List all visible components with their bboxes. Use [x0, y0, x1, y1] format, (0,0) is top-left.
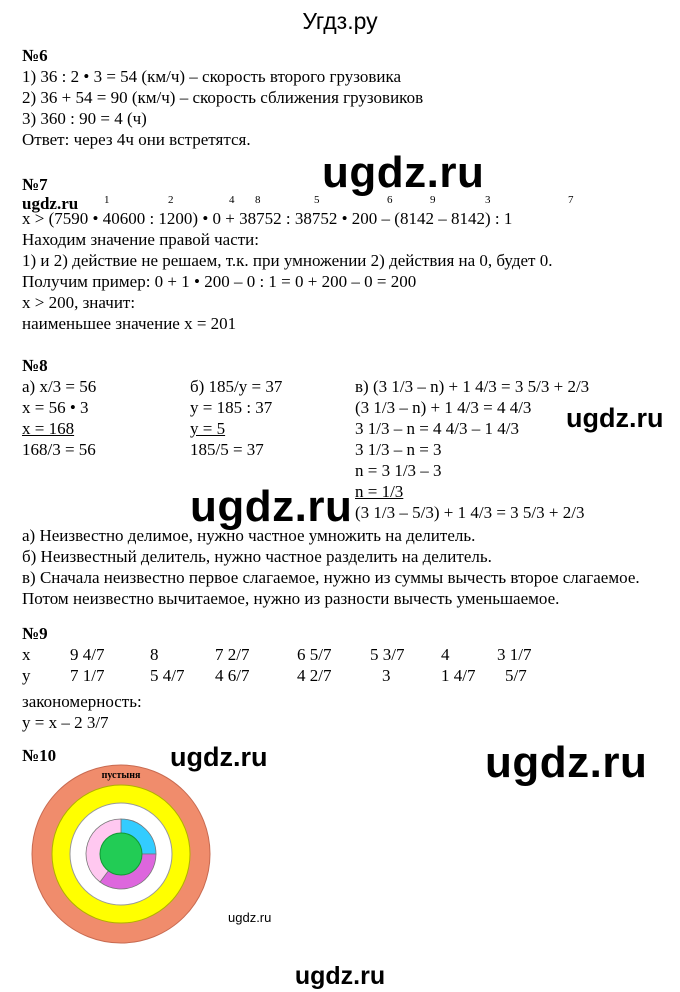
task8a-check: 168/3 = 56: [22, 440, 96, 459]
task9-y-label: y: [22, 666, 31, 685]
action-order-5: 5: [314, 194, 320, 206]
nested-rings-diagram: [30, 763, 212, 945]
task6-line-1: 1) 36 : 2 • 3 = 54 (км/ч) – скорость второго грузовика: [22, 67, 402, 86]
task6-line-2: 2) 36 + 54 = 90 (км/ч) – скорость сближения грузовиков: [22, 88, 424, 107]
center-circle: [100, 833, 142, 875]
task8a-line-2: x = 56 • 3: [22, 398, 89, 417]
task6-line-3: 3) 360 : 90 = 4 (ч): [22, 109, 147, 128]
task9-number: №9: [22, 624, 48, 643]
task8-number: №8: [22, 356, 48, 375]
task7-expression: x > (7590 • 40600 : 1200) • 0 + 38752 : 38752 • 200 – (8142 – 8142) : 1: [22, 209, 513, 228]
task8c-check: (3 1/3 – 5/3) + 1 4/3 = 3 5/3 + 2/3: [355, 503, 585, 522]
task9-y-value: 4 6/7: [215, 666, 250, 685]
task8c-line-1: в) (3 1/3 – n) + 1 4/3 = 3 5/3 + 2/3: [355, 377, 590, 396]
task10-number: №10: [22, 746, 57, 765]
task8-note-c: в) Сначала неизвестно первое слагаемое, нужно из суммы вычесть второе слагаемое.: [22, 568, 640, 587]
watermark: ugdz.ru: [294, 962, 386, 990]
task9-pattern-label: закономерность:: [22, 692, 142, 711]
task8a-result: x = 168: [22, 419, 75, 438]
task7-answer: наименьшее значение x = 201: [22, 314, 237, 333]
task8b-result: y = 5: [190, 419, 226, 438]
task9-x-value: 6 5/7: [297, 645, 332, 664]
task8b-check: 185/5 = 37: [190, 440, 264, 459]
watermark: ugdz.ru: [22, 194, 79, 213]
task9-y-value: 5/7: [505, 666, 527, 685]
task7-line-2: 1) и 2) действие не решаем, т.к. при умножении 2) действия на 0, будет 0.: [22, 251, 553, 270]
task9-x-value: 7 2/7: [215, 645, 250, 664]
task9-y-value: 4 2/7: [297, 666, 332, 685]
task9-pattern-formula: y = x – 2 3/7: [22, 713, 109, 732]
action-order-1: 1: [104, 194, 110, 206]
watermark: ugdz.ru: [566, 403, 664, 433]
task9-x-value: 9 4/7: [70, 645, 105, 664]
task8c-line-2: (3 1/3 – n) + 1 4/3 = 4 4/3: [355, 398, 532, 417]
task9-x-value: 5 3/7: [370, 645, 405, 664]
task9-x-label: x: [22, 645, 31, 664]
task8b-line-1: б) 185/y = 37: [190, 377, 283, 396]
task6-number: №6: [22, 46, 48, 65]
action-order-4: 8: [255, 194, 261, 206]
action-order-2: 2: [168, 194, 174, 206]
task8b-line-2: y = 185 : 37: [190, 398, 273, 417]
action-order-3: 4: [229, 194, 235, 206]
task9-y-value: 3: [382, 666, 391, 685]
task8c-line-3: 3 1/3 – n = 4 4/3 – 1 4/3: [355, 419, 520, 438]
task9-x-value: 3 1/7: [497, 645, 532, 664]
task8a-line-1: а) x/3 = 56: [22, 377, 97, 396]
task9-y-value: 5 4/7: [150, 666, 185, 685]
task8c-line-4: 3 1/3 – n = 3: [355, 440, 442, 459]
task9-x-value: 4: [441, 645, 450, 664]
task9-x-value: 8: [150, 645, 159, 664]
task8c-result: n = 1/3: [355, 482, 404, 501]
task7-line-3: Получим пример: 0 + 1 • 200 – 0 : 1 = 0 + 200 – 0 = 200: [22, 272, 417, 291]
action-order-7: 9: [430, 194, 436, 206]
task7-number: №7: [22, 175, 48, 194]
task7-line-1: Находим значение правой части:: [22, 230, 259, 249]
action-order-6: 6: [387, 194, 393, 206]
task9-y-value: 7 1/7: [70, 666, 105, 685]
task8-note-a: а) Неизвестно делимое, нужно частное умножить на делитель.: [22, 526, 476, 545]
task7-line-4: x > 200, значит:: [22, 293, 136, 312]
watermark: ugdz.ru: [228, 910, 272, 925]
task8c-line-5: n = 3 1/3 – 3: [355, 461, 442, 480]
watermark: ugdz.ru: [170, 742, 268, 772]
task9-y-value: 1 4/7: [441, 666, 476, 685]
task6-answer: Ответ: через 4ч они встретятся.: [22, 130, 251, 149]
watermark: ugdz.ru: [190, 482, 353, 531]
watermark: ugdz.ru: [322, 148, 485, 197]
action-order-8: 3: [485, 194, 491, 206]
watermark: ugdz.ru: [485, 738, 648, 787]
site-title: Угдз.ру: [302, 8, 378, 34]
task8-note-c2: Потом неизвестно вычитаемое, нужно из разности вычесть уменьшаемое.: [22, 589, 560, 608]
task8-note-b: б) Неизвестный делитель, нужно частное разделить на делитель.: [22, 547, 492, 566]
desert-label: пустыня: [101, 770, 141, 781]
action-order-9: 7: [568, 194, 574, 206]
